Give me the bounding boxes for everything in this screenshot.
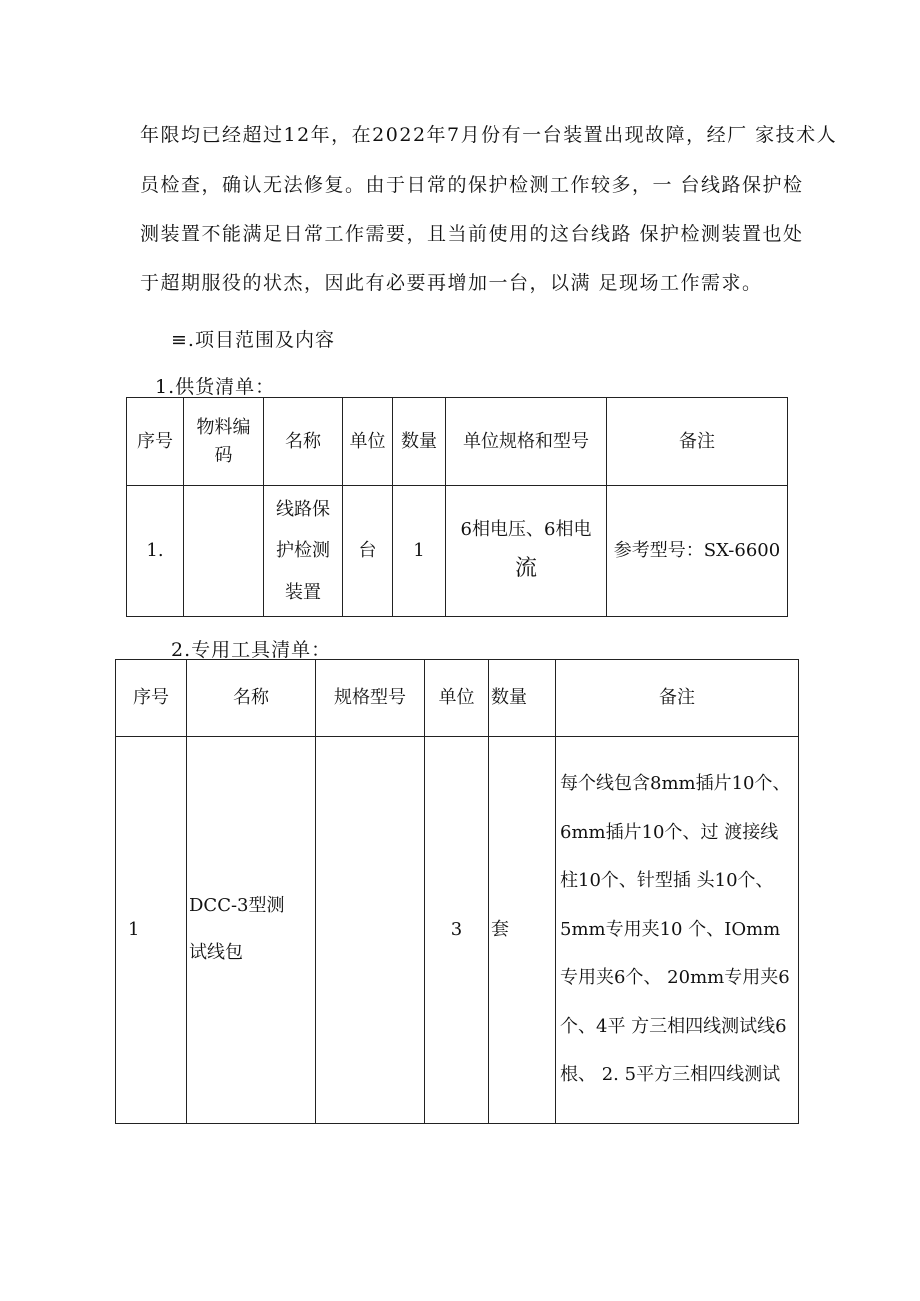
- paragraph-line: 于超期服役的状杰，因此有必要再增加一台，以满 足现场工作需求。: [140, 272, 763, 294]
- header-cell: 单位: [425, 660, 489, 737]
- remark: 参考型号：SX-6600: [607, 486, 788, 617]
- supply-list-title: 1.供货清单：: [155, 376, 276, 398]
- quantity: 套: [489, 737, 556, 1124]
- spec-line: 6相电压、6相电: [460, 519, 592, 540]
- tool-list-title: 2.专用工具清单：: [171, 639, 332, 661]
- header-cell: 名称: [264, 398, 343, 486]
- paragraph-line: 年限均已经超过12年，在2022年7月份有一台装置出现故障，经厂 家技术人: [140, 124, 838, 146]
- header-cell: 序号: [127, 398, 184, 486]
- spec-model: [316, 737, 425, 1124]
- unit: 台: [343, 486, 393, 617]
- tool-list-table: [115, 659, 799, 1124]
- table-row: [116, 737, 799, 1124]
- header-cell: 单位: [343, 398, 393, 486]
- spec-line: 流: [514, 555, 537, 581]
- header-cell: 单位规格和型号: [446, 398, 607, 486]
- header-cell: 规格型号: [316, 660, 425, 737]
- paragraph-line: 员检查，确认无法修复。由于日常的保护检测工作较多，一 台线路保护检: [140, 174, 804, 196]
- header-cell: 备注: [607, 398, 788, 486]
- table-header-row: [116, 660, 799, 737]
- item-name: DCC-3型测试线包: [187, 737, 316, 1124]
- material-code: [184, 486, 264, 617]
- unit: 3: [425, 737, 489, 1124]
- quantity: 1: [393, 486, 446, 617]
- header-cell: 备注: [556, 660, 799, 737]
- header-cell: 物料编码: [184, 398, 264, 486]
- header-cell: 数量: [393, 398, 446, 486]
- item-name: 线路保护检测装置: [264, 486, 343, 617]
- section-heading: ≡.项目范围及内容: [171, 329, 335, 351]
- table-row: [127, 486, 788, 617]
- header-cell: 名称: [187, 660, 316, 737]
- paragraph-line: 测装置不能满足日常工作需要，且当前使用的这台线路 保护检测装置也处: [140, 223, 804, 245]
- spec-model: [446, 486, 607, 617]
- table-header-row: [127, 398, 788, 486]
- row-index: 1: [116, 737, 187, 1124]
- row-index: 1.: [127, 486, 184, 617]
- header-cell: 数量: [489, 660, 556, 737]
- remark: 每个线包含8mm插片10个、6mm插片10个、过 渡接线柱10个、针型插 头10个、5mm专用夹10 个、IOmm专用夹6个、 20mm专用夹6个、4平 方三相四线测试线6根、 2. 5平方三相四线测试: [556, 737, 799, 1124]
- supply-list-table: [126, 397, 788, 617]
- header-cell: 序号: [116, 660, 187, 737]
